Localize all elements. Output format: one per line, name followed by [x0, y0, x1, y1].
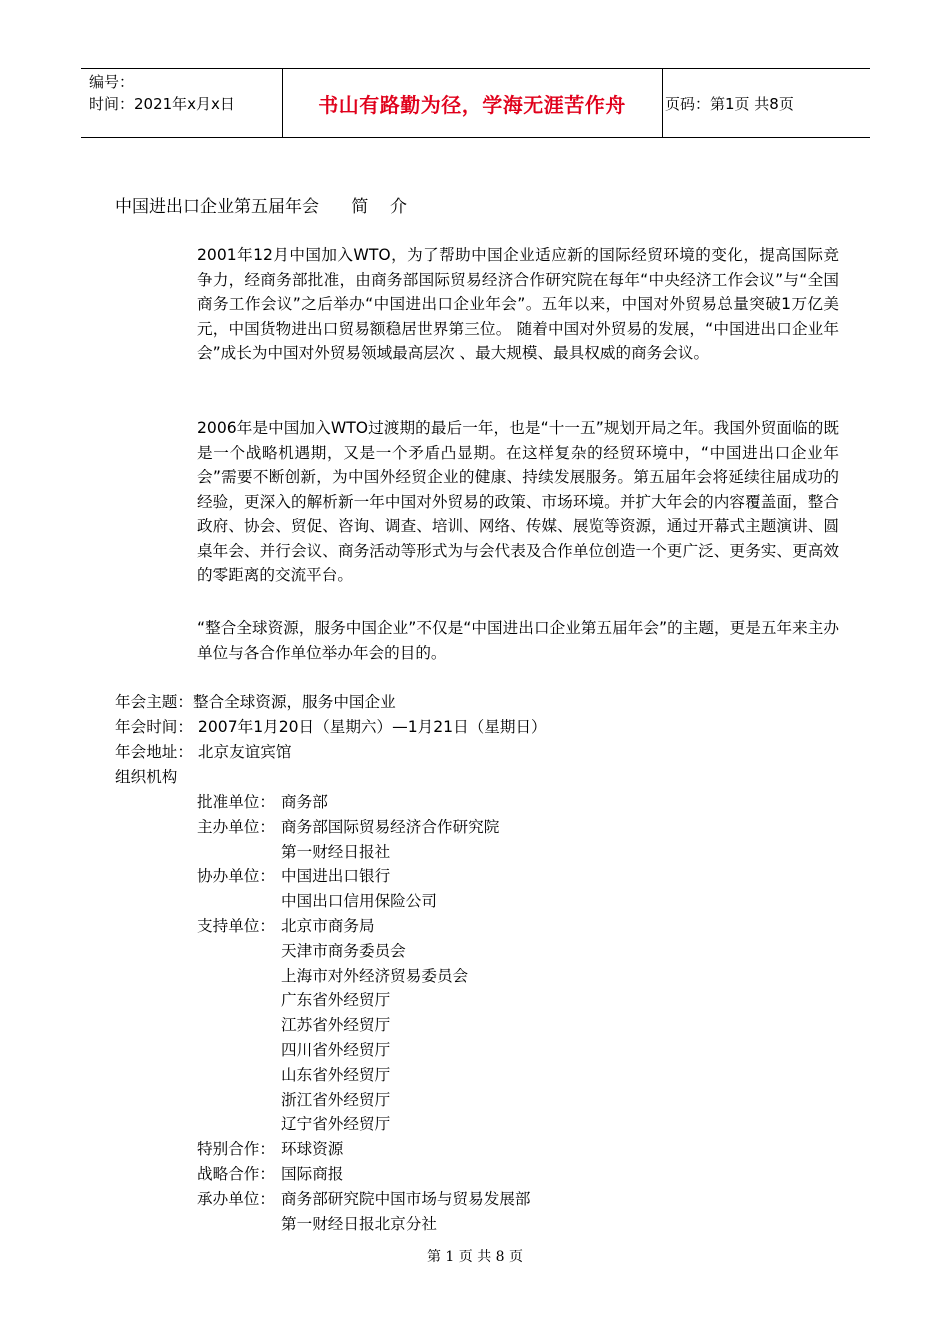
- header-page-info: 页码：第1页 共8页: [665, 94, 794, 113]
- org-value: 浙江省外经贸厅: [281, 1090, 391, 1109]
- org-heading: 组织机构: [115, 768, 178, 786]
- org-value: 商务部研究院中国市场与贸易发展部: [281, 1189, 531, 1208]
- org-value: 商务部国际贸易经济合作研究院: [281, 817, 500, 836]
- header-table: [81, 68, 870, 138]
- org-value: 环球资源: [281, 1140, 344, 1159]
- conference-venue: 年会地址： 北京友谊宾馆: [115, 743, 292, 761]
- paragraph-context: 2006年是中国加入WTO过渡期的最后一年，也是“十一五”规划开局之年。我国外贸面临的既是一个战略机遇期，又是一个矛盾凸显期。在这样复杂的经贸环境中，“中国进出口企业年会”需要不断创新，为中国外经贸企业的健康、持续发展服务。第五届年会将延续往届成功的经验，更深入的解析新一年中国对外贸易的政策、市场环境。并扩大年会的内容覆盖面，整合政府、协会、贸促、咨询、调查、培训、网络、传媒、展览等资源，通过开幕式主题演讲、圆桌年会、并行会议、商务活动等形式为与会代表及合作单位创造一个更广泛、更务实、更高效的零距离的交流平台。: [197, 419, 839, 584]
- org-value: 四川省外经贸厅: [281, 1041, 391, 1059]
- org-value: 中国进出口银行: [281, 867, 391, 886]
- org-label: 战略合作：: [197, 1165, 275, 1183]
- time-label: 时间：2021年x月x日: [89, 95, 235, 113]
- org-value: 上海市对外经济贸易委员会: [281, 966, 469, 985]
- page-footer: 第 1 页 共 8 页: [426, 1249, 524, 1265]
- document-title: 中国进出口企业第五届年会 简 介: [115, 197, 408, 217]
- conference-time: 年会时间： 2007年1月20日（星期六）—1月21日（星期日）: [115, 718, 547, 736]
- header-motto: 书山有路勤为径，学海无涯苦作舟: [318, 92, 626, 117]
- org-label: 协办单位：: [197, 867, 275, 886]
- org-label: 支持单位：: [197, 917, 275, 935]
- org-value: 江苏省外经贸厅: [281, 1016, 391, 1035]
- org-value: 第一财经日报社: [281, 842, 391, 861]
- org-label: 批准单位：: [197, 793, 275, 811]
- org-value: 天津市商务委员会: [281, 941, 406, 960]
- org-label: 特别合作：: [197, 1140, 275, 1159]
- org-label: 承办单位：: [197, 1189, 275, 1208]
- org-value: 商务部: [281, 793, 328, 811]
- paragraph-purpose: “整合全球资源，服务中国企业”不仅是“中国进出口企业第五届年会”的主题，更是五年来主办单位与各合作单位举办年会的目的。: [197, 619, 839, 662]
- org-value: 辽宁省外经贸厅: [281, 1115, 391, 1134]
- org-value: 中国出口信用保险公司: [281, 892, 437, 911]
- header-meta: [89, 71, 235, 115]
- org-value: 第一财经日报北京分社: [281, 1214, 437, 1233]
- org-value: 北京市商务局: [281, 917, 375, 935]
- org-label: 主办单位：: [197, 817, 275, 836]
- org-value: 国际商报: [281, 1165, 344, 1183]
- header-divider: [662, 69, 663, 137]
- conference-theme: 年会主题：整合全球资源，服务中国企业: [115, 693, 396, 711]
- paragraph-intro: 2001年12月中国加入WTO，为了帮助中国企业适应新的国际经贸环境的变化，提高国际竞争力，经商务部批准，由商务部国际贸易经济合作研究院在每年“中央经济工作会议”与“全国商务工作会议”之后举办“中国进出口企业年会”。五年以来，中国对外贸易总量突破1万亿美元，中国货物进出口贸易额稳居世界第三位。 随着中国对外贸易的发展，“中国进出口企业年会”成长为中国对外贸易领域最高层次 、最大规模、最具权威的商务会议。: [197, 246, 839, 362]
- number-label: 编号：: [89, 73, 135, 91]
- org-value: 广东省外经贸厅: [281, 991, 391, 1010]
- org-value: 山东省外经贸厅: [281, 1065, 391, 1084]
